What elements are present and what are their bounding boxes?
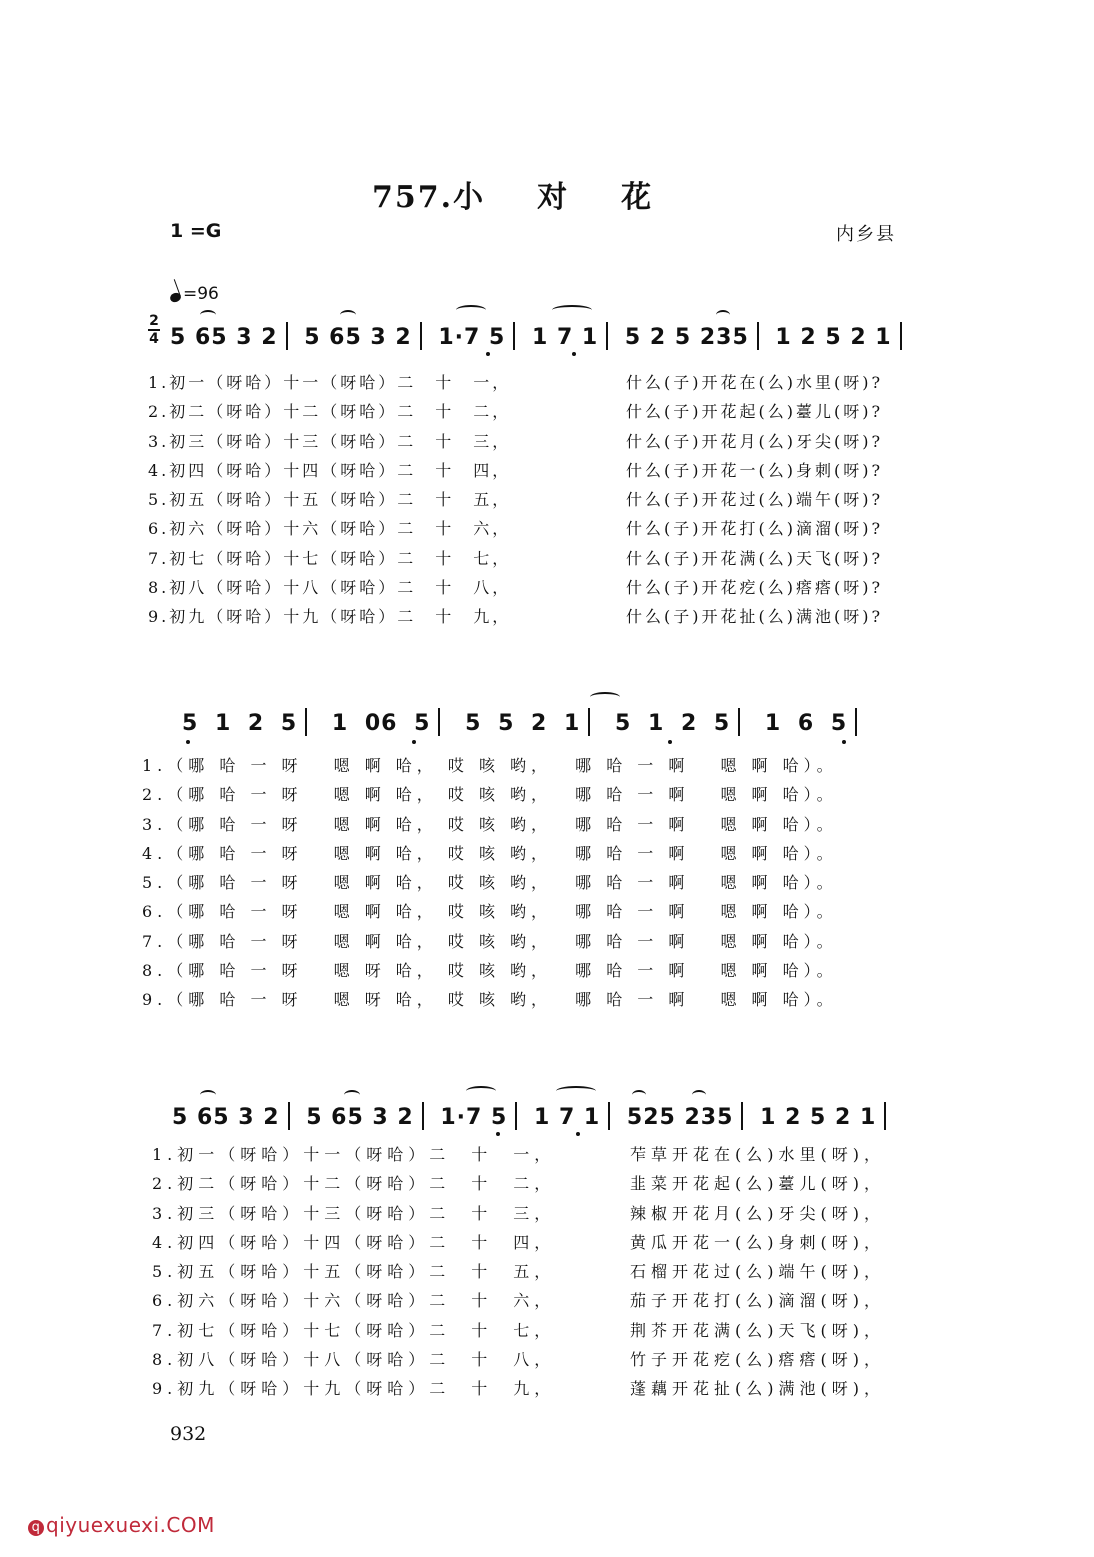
time-signature-top: 2	[149, 313, 159, 329]
lower-octave-dot	[496, 1132, 500, 1136]
lyric-row: 5.初五（呀哈）十五（呀哈）二 十 五， 石榴开花过(么)端午(呀)，	[152, 1262, 885, 1282]
barline	[757, 322, 759, 350]
lyric-row: 9.初九（呀哈）十九（呀哈）二 十 九， 什么(子)开花扯(么)满池(呀)?	[148, 607, 884, 627]
time-signature	[148, 314, 160, 346]
page-number: 932	[170, 1423, 207, 1445]
lyric-row: 3.初三（呀哈）十三（呀哈）二 十 三， 辣椒开花月(么)牙尖(呀)，	[152, 1203, 885, 1223]
barline	[855, 708, 857, 736]
barline	[606, 322, 608, 350]
slur	[200, 1090, 216, 1100]
measure: 5 1 2 5	[182, 711, 298, 736]
lyric-row: 2.初二（呀哈）十二（呀哈）二 十 二， 韭菜开花起(么)薹儿(呀)，	[152, 1174, 885, 1194]
lower-octave-dot	[576, 1132, 580, 1136]
half-note-icon	[169, 291, 182, 303]
slur	[556, 1086, 596, 1096]
barline	[438, 708, 440, 736]
barline	[515, 1102, 517, 1130]
measure: 1 2 5 2 1	[775, 325, 892, 350]
barline	[884, 1102, 886, 1130]
slur	[692, 1090, 706, 1100]
slur	[466, 1086, 496, 1096]
barline	[588, 708, 590, 736]
measure: 1·7 5	[438, 325, 506, 350]
measure: 1 6 5	[764, 711, 848, 736]
lyric-row: 7.初七（呀哈）十七（呀哈）二 十 七， 什么(子)开花满(么)天飞(呀)?	[148, 548, 884, 568]
time-signature-bottom: 4	[149, 330, 159, 347]
lyric-row: 1.初一（呀哈）十一（呀哈）二 十 一， 苲草开花在(么)水里(呀)，	[152, 1145, 885, 1164]
barline	[288, 1102, 290, 1130]
measure: 5 2 5 235	[624, 325, 749, 350]
lyric-row: 9.（哪 哈 一 呀 嗯 呀 哈， 哎 咳 哟， 哪 哈 一 啊 嗯 啊 哈）。	[142, 990, 838, 1010]
page-title	[372, 172, 653, 216]
measure: 525 235	[626, 1105, 734, 1130]
barline	[513, 322, 515, 350]
region-label: 内乡县	[836, 224, 896, 245]
barline	[900, 322, 902, 350]
lyric-row: 8.初八（呀哈）十八（呀哈）二 十 八， 竹子开花疙(么)瘩瘩(呀)，	[152, 1350, 885, 1370]
barline	[738, 708, 740, 736]
lower-octave-dot	[412, 740, 416, 744]
lyric-row: 7.初七（呀哈）十七（呀哈）二 十 七， 荆芥开花满(么)天飞(呀)，	[152, 1320, 885, 1340]
measure: 5 65 3 2	[172, 1105, 280, 1130]
lyric-row: 1.（哪 哈 一 呀 嗯 啊 哈， 哎 咳 哟， 哪 哈 一 啊 嗯 啊 哈）。	[142, 756, 838, 775]
q-logo-icon: q	[28, 1520, 44, 1536]
lyric-row: 2.（哪 哈 一 呀 嗯 啊 哈， 哎 咳 哟， 哪 哈 一 啊 嗯 啊 哈）。	[142, 785, 838, 805]
barline	[741, 1102, 743, 1130]
slur	[552, 305, 592, 315]
slur	[632, 1090, 646, 1100]
lyric-row: 4.初四（呀哈）十四（呀哈）二 十 四， 什么(子)开花一(么)身刺(呀)?	[148, 460, 884, 480]
lyrics-block-2	[142, 751, 838, 1015]
measure: 5 1 2 5	[615, 711, 731, 736]
measure: 5 65 3 2	[170, 325, 278, 350]
lyrics-block-1	[148, 368, 883, 632]
lyric-row: 4.（哪 哈 一 呀 嗯 啊 哈， 哎 咳 哟， 哪 哈 一 啊 嗯 啊 哈）。	[142, 843, 838, 863]
measure: 1 06 5	[331, 711, 431, 736]
watermark-text: qiyuexuexi.COM	[46, 1513, 215, 1537]
notation-line-1	[170, 322, 910, 350]
lower-octave-dot	[842, 740, 846, 744]
lower-octave-dot	[186, 740, 190, 744]
lower-octave-dot	[668, 740, 672, 744]
lower-octave-dot	[486, 352, 490, 356]
slur	[716, 310, 730, 320]
measure: 1·7 5	[440, 1105, 508, 1130]
lyrics-block-3	[152, 1140, 885, 1404]
lyric-row: 9.初九（呀哈）十九（呀哈）二 十 九， 蓬藕开花扯(么)满池(呀)，	[152, 1379, 885, 1399]
key-signature: 1 =G	[170, 220, 222, 242]
title-char-2: 对	[537, 180, 570, 215]
lyric-row: 6.初六（呀哈）十六（呀哈）二 十 六， 什么(子)开花打(么)滴溜(呀)?	[148, 519, 884, 539]
slur	[590, 692, 620, 702]
lyric-row: 8.（哪 哈 一 呀 嗯 呀 哈， 哎 咳 哟， 哪 哈 一 啊 嗯 啊 哈）。	[142, 961, 838, 981]
measure: 1 2 5 2 1	[760, 1105, 877, 1130]
tempo-marking	[170, 284, 219, 304]
title-char-1: 小	[453, 180, 486, 215]
lyric-row: 5.初五（呀哈）十五（呀哈）二 十 五， 什么(子)开花过(么)端午(呀)?	[148, 490, 884, 510]
barline	[422, 1102, 424, 1130]
lyric-row: 4.初四（呀哈）十四（呀哈）二 十 四， 黄瓜开花一(么)身刺(呀)，	[152, 1232, 885, 1252]
lyric-row: 7.（哪 哈 一 呀 嗯 啊 哈， 哎 咳 哟， 哪 哈 一 啊 嗯 啊 哈）。	[142, 931, 838, 951]
lyric-row: 6.（哪 哈 一 呀 嗯 啊 哈， 哎 咳 哟， 哪 哈 一 啊 嗯 啊 哈）。	[142, 902, 838, 922]
barline	[420, 322, 422, 350]
measure: 1 7 1	[534, 1105, 601, 1130]
slur	[456, 305, 486, 315]
measure: 5 65 3 2	[306, 1105, 414, 1130]
slur	[200, 310, 216, 320]
lyric-row: 8.初八（呀哈）十八（呀哈）二 十 八， 什么(子)开花疙(么)瘩瘩(呀)?	[148, 578, 884, 598]
notation-line-2	[182, 708, 865, 736]
tempo-value: =96	[183, 284, 219, 304]
measure: 1 7 1	[532, 325, 599, 350]
lyric-row: 6.初六（呀哈）十六（呀哈）二 十 六， 茄子开花打(么)滴溜(呀)，	[152, 1291, 885, 1311]
lower-octave-dot	[572, 352, 576, 356]
barline	[608, 1102, 610, 1130]
slur	[340, 310, 356, 320]
barline	[305, 708, 307, 736]
measure: 5 65 3 2	[304, 325, 412, 350]
measure: 5 5 2 1	[465, 711, 581, 736]
notation-line-3	[172, 1102, 894, 1130]
watermark	[28, 1513, 215, 1537]
lyric-row: 1.初一（呀哈）十一（呀哈）二 十 一， 什么(子)开花在(么)水里(呀)?	[148, 373, 884, 392]
lyric-row: 3.（哪 哈 一 呀 嗯 啊 哈， 哎 咳 哟， 哪 哈 一 啊 嗯 啊 哈）。	[142, 814, 838, 834]
lyric-row: 3.初三（呀哈）十三（呀哈）二 十 三， 什么(子)开花月(么)牙尖(呀)?	[148, 431, 884, 451]
title-number: 757.	[372, 180, 454, 215]
barline	[286, 322, 288, 350]
title-char-3: 花	[621, 180, 654, 215]
lyric-row: 2.初二（呀哈）十二（呀哈）二 十 二， 什么(子)开花起(么)薹儿(呀)?	[148, 402, 884, 422]
lyric-row: 5.（哪 哈 一 呀 嗯 啊 哈， 哎 咳 哟， 哪 哈 一 啊 嗯 啊 哈）。	[142, 873, 838, 893]
slur	[344, 1090, 360, 1100]
